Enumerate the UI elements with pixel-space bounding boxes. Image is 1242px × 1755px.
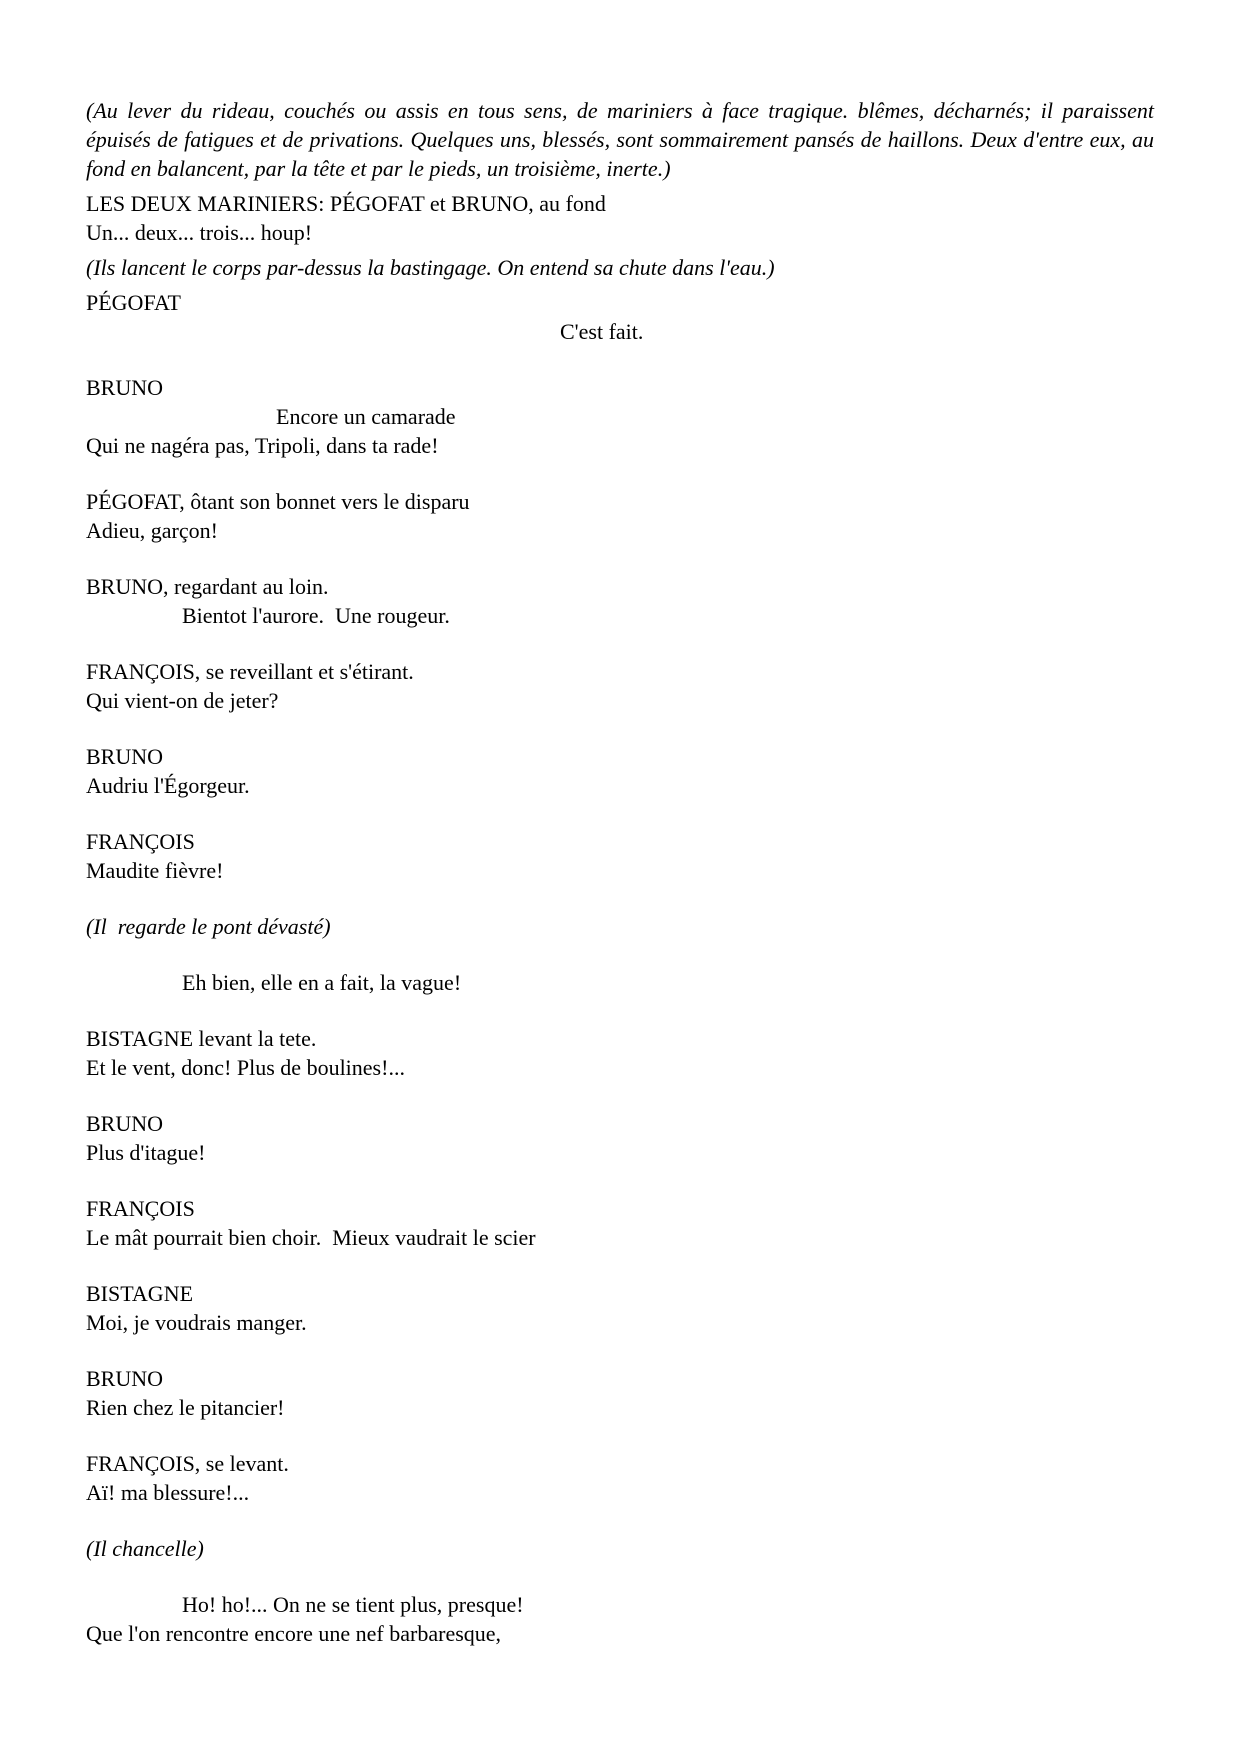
dialogue-line: Plus d'itague! [86,1140,206,1165]
dialogue-line: Moi, je voudrais manger. [86,1310,307,1335]
dialogue-line: Bientot l'aurore. Une rougeur. [182,603,450,628]
speaker-label: LES DEUX MARINIERS: PÉGOFAT et BRUNO, au fond [86,191,606,216]
dialogue-line: Qui vient-on de jeter? [86,688,279,713]
speaker-label: FRANÇOIS [86,1196,195,1221]
dialogue-line: Audriu l'Égorgeur. [86,773,250,798]
speaker-label: BRUNO [86,744,164,769]
dialogue-line: Eh bien, elle en a fait, la vague! [182,970,462,995]
speaker-label: FRANÇOIS, se reveillant et s'étirant. [86,659,414,684]
speaker-label: BRUNO, regardant au loin. [86,574,329,599]
dialogue-line: Aï! ma blessure!... [86,1480,250,1505]
stage-direction: (Il chancelle) [86,1536,204,1561]
dialogue-line: Et le vent, donc! Plus de boulines!... [86,1055,405,1080]
play-text [86,96,1154,1648]
dialogue-line: Que l'on rencontre encore une nef barbaresque, [86,1621,502,1646]
stage-direction: (Ils lancent le corps par-dessus la bastingage. On entend sa chute dans l'eau.) [86,255,775,280]
dialogue-line: Le mât pourrait bien choir. Mieux vaudrait le scier [86,1225,536,1250]
dialogue-line: Adieu, garçon! [86,518,218,543]
dialogue-line: Rien chez le pitancier! [86,1395,285,1420]
speaker-label: BRUNO [86,1366,164,1391]
speaker-label: PÉGOFAT, ôtant son bonnet vers le disparu [86,489,470,514]
speaker-label: BISTAGNE levant la tete. [86,1026,317,1051]
dialogue-line: Un... deux... trois... houp! [86,220,313,245]
speaker-label: BRUNO [86,375,164,400]
speaker-label: FRANÇOIS [86,829,195,854]
speaker-label: BISTAGNE [86,1281,194,1306]
dialogue-line: Qui ne nagéra pas, Tripoli, dans ta rade! [86,433,439,458]
dialogue-line: Ho! ho!... On ne se tient plus, presque! [182,1592,524,1617]
dialogue-line: C'est fait. [560,319,644,344]
speaker-label: BRUNO [86,1111,164,1136]
dialogue-line: Maudite fièvre! [86,858,224,883]
speaker-label: FRANÇOIS, se levant. [86,1451,289,1476]
dialogue-line: Encore un camarade [276,404,456,429]
opening-stage-direction: (Au lever du rideau, couchés ou assis en tous sens, de mariniers à face tragique. blêmes, décharnés; il paraissent épuisés de fatigues et de privations. Quelques uns, blessés, sont sommairement pansés de haillons. Deux d'entre eux, au fond en balancent, par la tête et par le pieds, un troisième, inerte.) [86,98,1154,181]
stage-direction: (Il regarde le pont dévasté) [86,914,331,939]
speaker-label: PÉGOFAT [86,290,181,315]
